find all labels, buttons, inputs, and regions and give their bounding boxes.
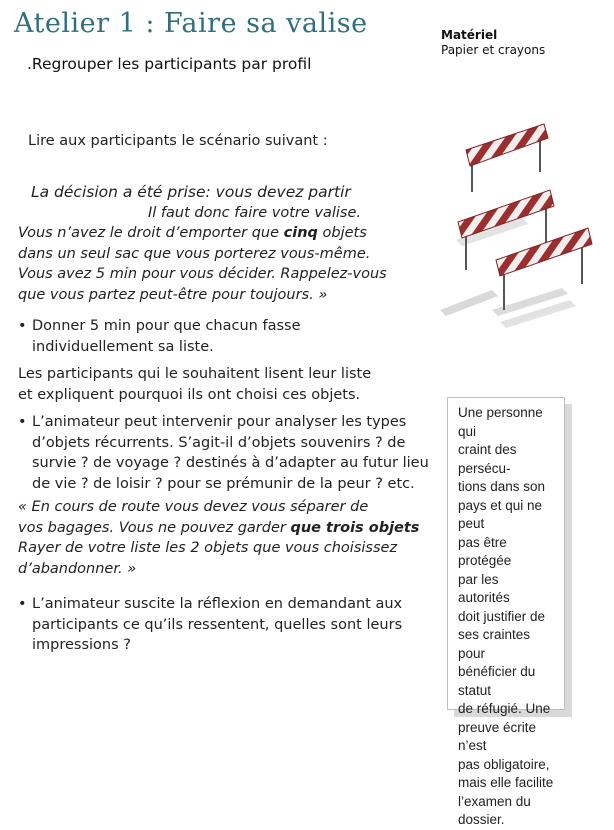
- scenario-line-1: La décision a été prise: vous devez partir: [31, 183, 351, 201]
- page-title: Atelier 1 : Faire sa valise: [14, 8, 368, 39]
- scenario-line-3-after: objets: [317, 225, 367, 241]
- bullet-2-line-2: d’objets récurrents. S’agit-il d’objets souvenirs ? de: [32, 434, 406, 451]
- bullet-item-2: [18, 412, 438, 494]
- bullet-item-1: [18, 316, 408, 357]
- bullet-1-line-2: individuellement sa liste.: [32, 338, 214, 355]
- quote2-line-3: Rayer de votre liste les 2 objets que vous choisissez: [18, 540, 398, 556]
- scenario-quote: [18, 182, 418, 305]
- quote2-emphasis: que trois objets: [290, 519, 420, 536]
- bullet-marker: •: [18, 414, 27, 430]
- paragraph-participants: [18, 364, 418, 405]
- scenario-emphasis-cinq: cinq: [283, 225, 318, 241]
- paragraph-line-2: et expliquent pourquoi ils ont choisi ces objets.: [18, 386, 361, 403]
- scenario-line-4: dans un seul sac que vous porterez vous-même.: [18, 245, 371, 262]
- quote2-line-1: « En cours de route vous devez vous séparer de: [18, 499, 369, 515]
- second-quote: [18, 497, 438, 579]
- scenario-line-6: que vous partez peut-être pour toujours. »: [18, 286, 328, 303]
- scenario-line-2: Il faut donc faire votre valise.: [148, 204, 361, 221]
- bullet-3-line-1: L’animateur suscite la réflexion en demandant aux: [32, 596, 403, 612]
- bullet-3-line-2: participants ce qu’ils ressentent, quelles sont leurs: [32, 616, 403, 633]
- bullet-1-line-1: Donner 5 min pour que chacun fasse: [32, 318, 301, 334]
- intro-text: Lire aux participants le scénario suivant :: [28, 133, 328, 149]
- materials-heading: Matériel: [441, 28, 498, 42]
- materials-text: Papier et crayons: [441, 43, 546, 57]
- scenario-line-3-before: Vous n’avez le droit d’emporter que: [18, 225, 284, 241]
- bullet-item-3: [18, 594, 438, 656]
- quote2-line-2: [18, 518, 438, 539]
- bullet-2-line-1: L’animateur peut intervenir pour analyser les types: [32, 414, 407, 430]
- quote2-line-4: d’abandonner. »: [18, 560, 137, 577]
- scenario-line-5: Vous avez 5 min pour vous décider. Rappelez-vous: [18, 266, 387, 282]
- page-subtitle: .Regrouper les participants par profil: [27, 55, 312, 73]
- scenario-line-3: [18, 223, 418, 244]
- refugee-info-box: Une personne qui craint des persécu- tions dans son pays et qui ne peut pas être protégée par les autorités doit justifier de ses craintes pour bénéficier du statut de réfugié. Une preuve écrite n’est pas obligatoire, mais elle facilite l’examen du dossier.: [447, 397, 565, 710]
- bullet-3-line-3: impressions ?: [32, 637, 131, 653]
- paragraph-line-1: Les participants qui le souhaitent lisent leur liste: [18, 366, 372, 382]
- bullet-marker: •: [18, 318, 27, 334]
- bullet-2-line-4: de vie ? de loisir ? pour se prémunir de la peur ? etc.: [32, 475, 415, 492]
- bullet-2-line-3: survie ? de voyage ? destinés à d’adapter au futur lieu: [32, 455, 429, 471]
- bullet-marker: •: [18, 596, 27, 612]
- hurdles-icon: [432, 120, 602, 330]
- quote2-line-2-before: vos bagages. Vous ne pouvez garder: [18, 519, 291, 536]
